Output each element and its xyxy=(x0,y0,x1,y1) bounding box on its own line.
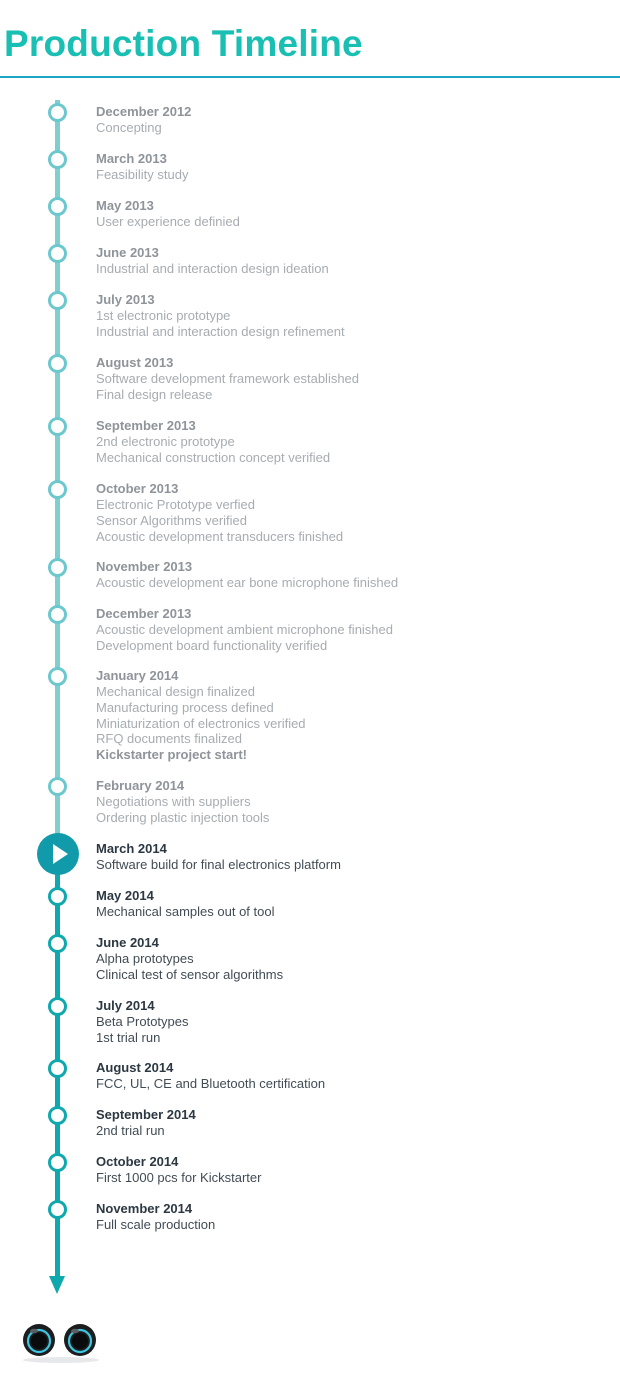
timeline-description: Electronic Prototype verfied xyxy=(96,497,255,512)
timeline-date: June 2013 xyxy=(96,245,159,260)
timeline-description: Negotiations with suppliers xyxy=(96,794,251,809)
timeline-date: November 2014 xyxy=(96,1201,193,1216)
earbuds-product-image xyxy=(20,1320,102,1364)
timeline-entry xyxy=(96,198,616,230)
timeline-description: User experience definied xyxy=(96,214,240,229)
timeline-description: RFQ documents finalized xyxy=(96,731,242,747)
timeline-description: FCC, UL, CE and Bluetooth certification xyxy=(96,1076,326,1091)
timeline-date: September 2014 xyxy=(96,1107,196,1122)
timeline-description: 1st trial run xyxy=(96,1029,161,1045)
timeline-description: Beta Prototypes xyxy=(96,1014,189,1029)
timeline-node xyxy=(48,667,67,686)
timeline-description: Industrial and interaction design ideation xyxy=(96,261,329,276)
timeline-node xyxy=(48,480,67,499)
timeline-description: Software development framework established xyxy=(96,371,360,386)
timeline-date: September 2013 xyxy=(96,418,196,433)
timeline-node xyxy=(48,1200,67,1219)
timeline-entry xyxy=(96,935,616,983)
timeline-description: Mechanical samples out of tool xyxy=(96,904,275,919)
timeline-node xyxy=(48,997,67,1016)
timeline-node xyxy=(48,197,67,216)
timeline-entry xyxy=(96,418,616,466)
timeline-entry xyxy=(96,998,616,1046)
timeline-node xyxy=(48,1106,67,1125)
timeline-description: Final design release xyxy=(96,386,213,402)
timeline-description: Feasibility study xyxy=(96,167,189,182)
timeline-description: Mechanical construction concept verified xyxy=(96,449,331,465)
timeline-entry xyxy=(96,1201,616,1233)
timeline-node xyxy=(48,934,67,953)
timeline-date: May 2013 xyxy=(96,198,154,213)
timeline-node-current xyxy=(37,833,79,875)
timeline-date: January 2014 xyxy=(96,668,179,683)
timeline-entry xyxy=(96,888,616,920)
timeline-node xyxy=(48,1059,67,1078)
timeline-description: Development board functionality verified xyxy=(96,637,328,653)
timeline-date: October 2014 xyxy=(96,1154,179,1169)
timeline-entry xyxy=(96,668,616,763)
timeline-node xyxy=(48,605,67,624)
timeline-date: August 2013 xyxy=(96,355,174,370)
timeline-date: November 2013 xyxy=(96,559,193,574)
timeline-entry xyxy=(96,292,616,340)
timeline-description: 2nd electronic prototype xyxy=(96,434,235,449)
timeline-date: June 2014 xyxy=(96,935,159,950)
timeline-date: December 2012 xyxy=(96,104,192,119)
right-earbud-icon xyxy=(64,1324,96,1356)
timeline-node xyxy=(48,291,67,310)
timeline-description: Alpha prototypes xyxy=(96,951,194,966)
timeline-date: December 2013 xyxy=(96,606,192,621)
left-earbud-icon xyxy=(23,1324,55,1356)
timeline-description: Software build for final electronics platform xyxy=(96,857,341,872)
timeline-description: Concepting xyxy=(96,120,162,135)
timeline-entry xyxy=(96,1154,616,1186)
timeline-description: Acoustic development transducers finished xyxy=(96,528,344,544)
timeline-date: July 2014 xyxy=(96,998,155,1013)
timeline-entry xyxy=(96,355,616,403)
title-divider xyxy=(0,76,620,78)
play-icon xyxy=(53,844,68,864)
timeline-entry xyxy=(96,1107,616,1139)
timeline-date: February 2014 xyxy=(96,778,185,793)
timeline-entry xyxy=(96,481,616,544)
timeline-node xyxy=(48,417,67,436)
timeline-node xyxy=(48,150,67,169)
timeline-date: August 2014 xyxy=(96,1060,174,1075)
timeline-entry xyxy=(96,104,616,136)
timeline-node xyxy=(48,777,67,796)
timeline-description: Acoustic development ear bone microphone finished xyxy=(96,575,399,590)
timeline-description: Manufacturing process defined xyxy=(96,699,274,715)
timeline-description: 2nd trial run xyxy=(96,1123,165,1138)
timeline-node xyxy=(48,354,67,373)
timeline-description: Industrial and interaction design refinement xyxy=(96,323,345,339)
timeline-description: 1st electronic prototype xyxy=(96,308,231,323)
timeline-description: Clinical test of sensor algorithms xyxy=(96,966,284,982)
timeline-description: Full scale production xyxy=(96,1217,216,1232)
timeline-date: July 2013 xyxy=(96,292,155,307)
timeline-entry xyxy=(96,559,616,591)
timeline-description: Ordering plastic injection tools xyxy=(96,809,270,825)
timeline-entry xyxy=(96,606,616,654)
timeline-date: May 2014 xyxy=(96,888,154,903)
timeline-highlight: Kickstarter project start! xyxy=(96,747,247,763)
timeline-entry xyxy=(96,841,616,873)
timeline-entry xyxy=(96,151,616,183)
timeline-description: Mechanical design finalized xyxy=(96,684,255,699)
timeline-arrow-icon xyxy=(49,1276,65,1294)
page-title: Production Timeline xyxy=(4,23,363,64)
timeline-entry xyxy=(96,245,616,277)
timeline-description: Miniaturization of electronics verified xyxy=(96,715,306,731)
timeline-date: October 2013 xyxy=(96,481,179,496)
timeline-node xyxy=(48,887,67,906)
timeline-node xyxy=(48,244,67,263)
timeline-node xyxy=(48,103,67,122)
timeline-node xyxy=(48,558,67,577)
timeline-entry xyxy=(96,1060,616,1092)
timeline-description: Sensor Algorithms verified xyxy=(96,512,248,528)
timeline-entry xyxy=(96,778,616,826)
timeline-node xyxy=(48,1153,67,1172)
timeline-date: March 2014 xyxy=(96,841,167,856)
timeline-description: First 1000 pcs for Kickstarter xyxy=(96,1170,262,1185)
timeline-date: March 2013 xyxy=(96,151,167,166)
timeline-description: Acoustic development ambient microphone finished xyxy=(96,622,394,637)
